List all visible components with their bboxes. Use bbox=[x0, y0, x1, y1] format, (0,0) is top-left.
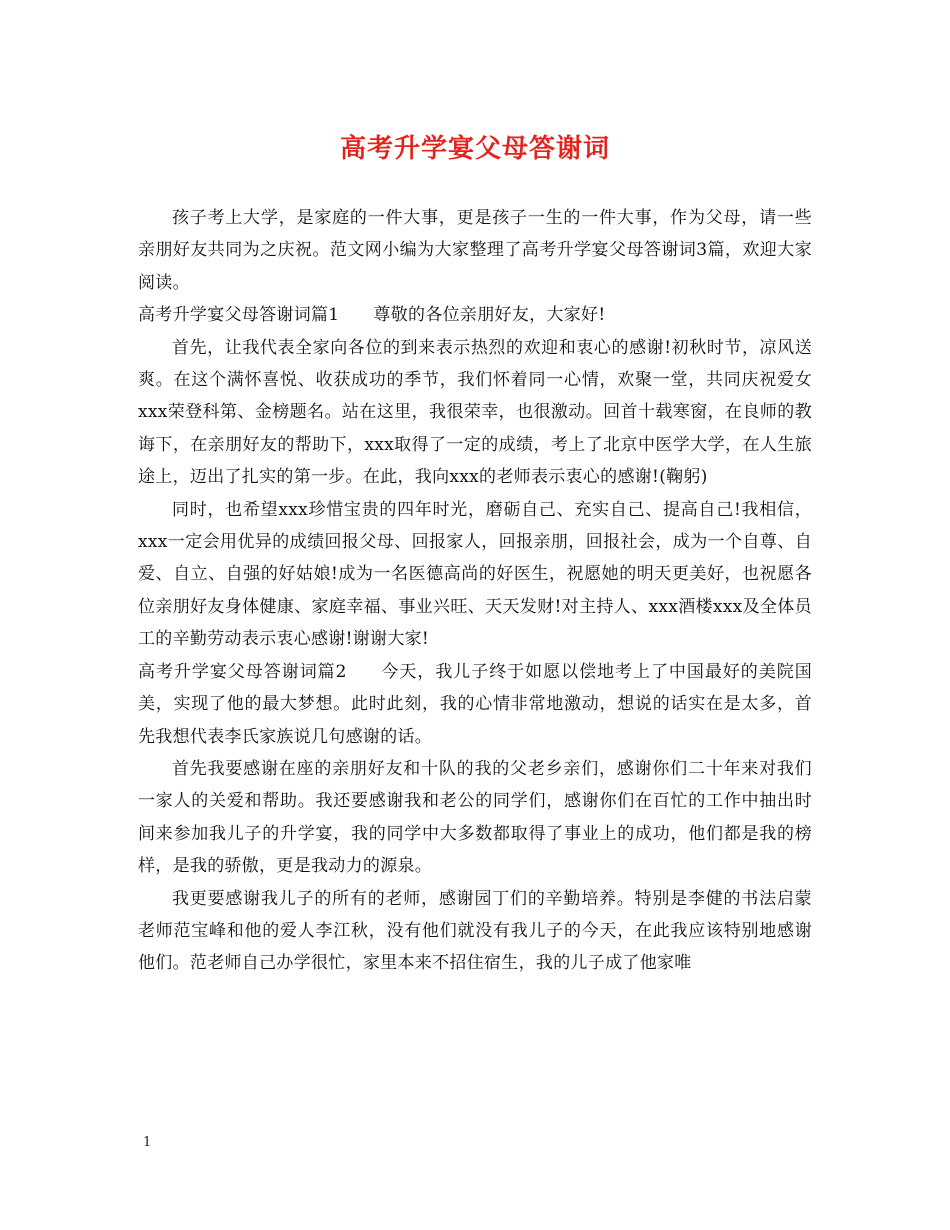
section-2-paragraph-1: 首先我要感谢在座的亲朋好友和十队的我的父老乡亲们，感谢你们二十年来对我们一家人的关爱和帮助。我还要感谢我和老公的同学们，感谢你们在百忙的工作中抽出时间来参加我儿子的升学宴，我的同学中大多数都取得了事业上的成功，他们都是我的榜样，是我的骄傲，更是我动力的源泉。 bbox=[138, 758, 812, 877]
section-2-heading: 高考升学宴父母答谢词篇2 bbox=[138, 661, 347, 682]
intro-paragraph: 孩子考上大学，是家庭的一件大事，更是孩子一生的一件大事，作为父母，请一些亲朋好友共同为之庆祝。范文网小编为大家整理了高考升学宴父母答谢词3篇，欢迎大家阅读。 bbox=[138, 208, 812, 293]
document-title: 高考升学宴父母答谢词 bbox=[339, 134, 610, 164]
section-1-heading-line bbox=[138, 299, 812, 331]
page-number: 1 bbox=[143, 1135, 152, 1150]
section-2-opening: 今天，我儿子终于如愿以偿地考上了中国最好的美院国美，实现了他的最大梦想。此时此刻，我的心情非常地激动，想说的话实在是太多，首先我想代表李氏家族说几句感谢的话。 bbox=[138, 661, 812, 747]
section-2-heading-line bbox=[138, 656, 812, 753]
section-2-paragraph-2: 我更要感谢我儿子的所有的老师，感谢园丁们的辛勤培养。特别是李健的书法启蒙老师范宝峰和他的爱人李江秋，没有他们就没有我儿子的今天，在此我应该特别地感谢他们。范老师自己办学很忙，家里本来不招住宿生，我的儿子成了他家唯 bbox=[138, 888, 812, 974]
document-body bbox=[138, 202, 812, 980]
section-1-heading: 高考升学宴父母答谢词篇1 bbox=[138, 305, 340, 326]
section-1-greeting: 尊敬的各位亲朋好友，大家好! bbox=[373, 305, 606, 326]
section-1-paragraph-1: 首先，让我代表全家向各位的到来表示热烈的欢迎和衷心的感谢!初秋时节，凉风送爽。在这个满怀喜悦、收获成功的季节，我们怀着同一心情，欢聚一堂，共同庆祝爱女xxx荣登科第、金榜题名。站在这里，我很荣幸，也很激动。回首十载寒窗，在良师的教诲下，在亲朋好友的帮助下，xxx取得了一定的成绩，考上了北京中医学大学，在人生旅途上，迈出了扎实的第一步。在此，我向xxx的老师表示衷心的感谢!(鞠躬) bbox=[138, 337, 812, 488]
section-1-paragraph-2: 同时，也希望xxx珍惜宝贵的四年时光，磨砺自己、充实自己、提高自己!我相信，xxx一定会用优异的成绩回报父母、回报家人，回报亲朋，回报社会，成为一个自尊、自爱、自立、自强的好姑娘!成为一名医德高尚的好医生，祝愿她的明天更美好，也祝愿各位亲朋好友身体健康、家庭幸福、事业兴旺、天天发财!对主持人、xxx酒楼xxx及全体员工的辛勤劳动表示衷心感谢!谢谢大家! bbox=[138, 499, 812, 650]
